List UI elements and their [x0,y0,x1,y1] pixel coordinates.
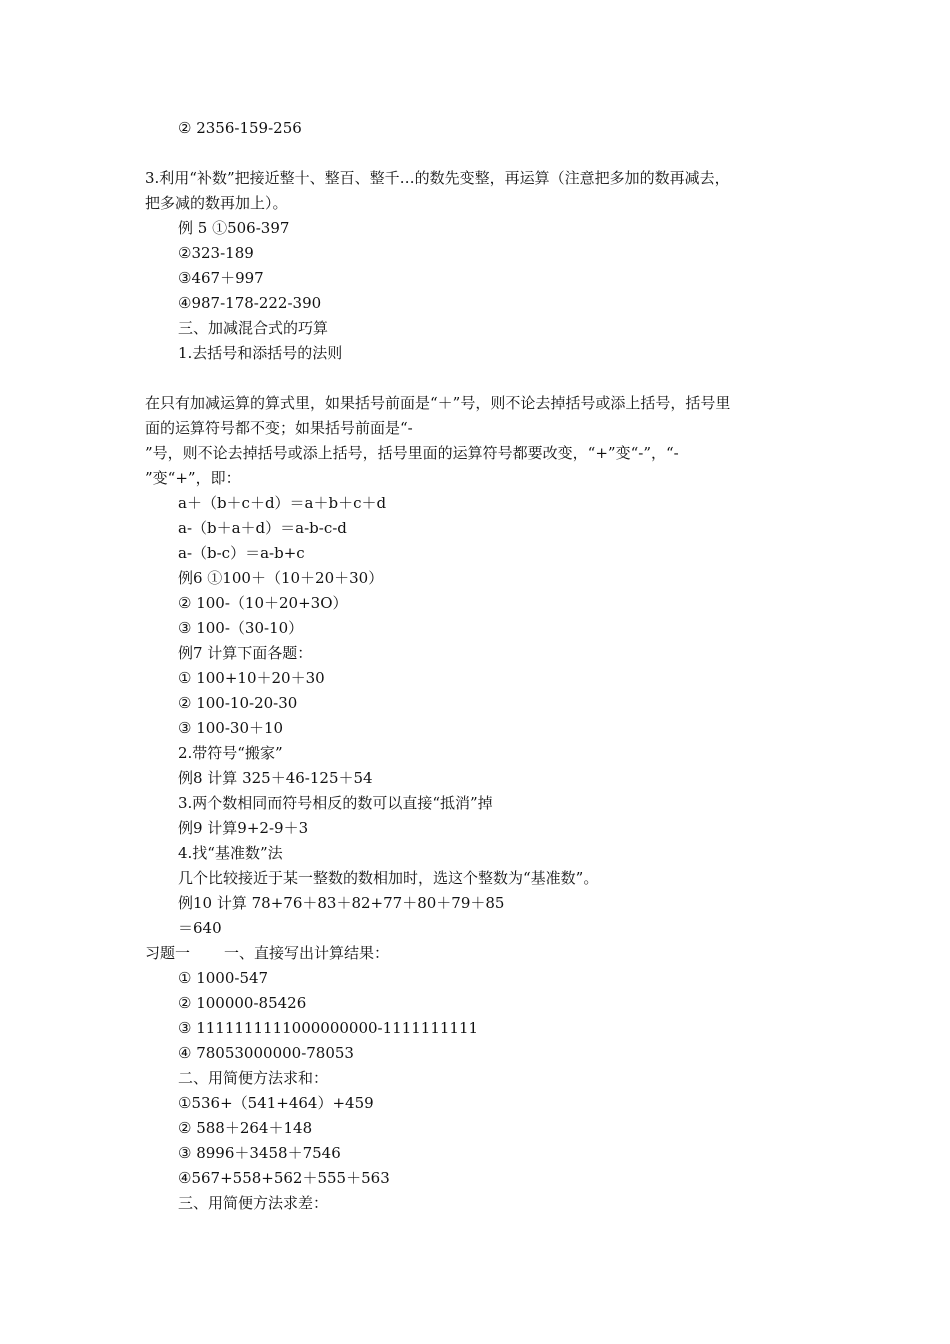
formula-2: a-（b＋a＋d）＝a-b-c-d [178,519,347,537]
example-10-result: ＝640 [178,919,222,937]
example-7-item-1: ① 100+10＋20＋30 [178,669,325,687]
exercise-1-item-4: ④ 78053000000-78053 [178,1044,354,1062]
exercise-1-item-2: ② 100000-85426 [178,994,307,1012]
rule-1-heading: 1.去括号和添括号的法则 [178,344,343,362]
exercise-part-3-heading: 三、用简便方法求差： [178,1194,329,1212]
example-5-item-2: ②323-189 [178,244,254,262]
formula-3: a-（b-c）＝a-b+c [178,544,305,562]
paragraph-line-4: ”变“+”，即： [145,469,241,487]
exercise-part-1-heading: 一、直接写出计算结果： [224,944,390,962]
example-7-item-2: ② 100-10-20-30 [178,694,298,712]
example-6-item-2: ② 100-（10＋20+3O） [178,594,348,612]
exercise-2-item-1: ①536+（541+464）+459 [178,1094,374,1112]
exercise-1-label: 习题一 [145,944,191,962]
section-3-heading: 三、加减混合式的巧算 [178,319,329,337]
example-7-item-3: ③ 100-30＋10 [178,719,284,737]
rule-3-continuation: 把多减的数再加上）。 [145,194,288,212]
example-5-item-3: ③467＋997 [178,269,264,287]
exercise-2-item-3: ③ 8996＋3458＋7546 [178,1144,341,1162]
example-5-line: 例 5 ①506-397 [178,219,290,237]
rule-3-title: 3.利用“补数”把接近整十、整百、整千…的数先变整，再运算（注意把多加的数再减去， [145,169,730,187]
example-5-item-4: ④987-178-222-390 [178,294,322,312]
example-7-heading: 例7 计算下面各题： [178,644,313,662]
rule-4-description: 几个比较接近于某一整数的数相加时，选这个整数为“基准数”。 [178,869,599,887]
rule-2-heading: 2.带符号“搬家” [178,744,283,762]
exercise-1-item-1: ① 1000-547 [178,969,269,987]
rule-3b-heading: 3.两个数相同而符号相反的数可以直接“抵消”掉 [178,794,493,812]
paragraph-line-3: ”号，则不论去掉括号或添上括号，括号里面的运算符号都要改变，“+”变“-”，“- [145,444,679,462]
problem-2-line: ② 2356-159-256 [178,119,302,137]
rule-4-heading: 4.找“基准数”法 [178,844,283,862]
exercise-1-item-3: ③ 1111111111000000000-1111111111 [178,1019,479,1037]
example-6-line: 例6 ①100＋（10＋20＋30） [178,569,384,587]
exercise-2-item-4: ④567+558+562＋555＋563 [178,1169,390,1187]
example-8-line: 例8 计算 325＋46-125＋54 [178,769,373,787]
example-9-line: 例9 计算9+2-9＋3 [178,819,309,837]
paragraph-line-2: 面的运算符号都不变；如果括号前面是“- [145,419,413,437]
formula-1: a＋（b＋c＋d）＝a＋b＋c＋d [178,494,387,512]
example-10-line: 例10 计算 78+76＋83＋82+77＋80＋79＋85 [178,894,505,912]
example-6-item-3: ③ 100-（30-10） [178,619,304,637]
exercise-2-item-2: ② 588＋264＋148 [178,1119,313,1137]
exercise-part-2-heading: 二、用简便方法求和： [178,1069,329,1087]
paragraph-line-1: 在只有加减运算的算式里，如果括号前面是“＋”号，则不论去掉括号或添上括号，括号里 [145,394,731,412]
exercise-1-line [145,943,389,963]
